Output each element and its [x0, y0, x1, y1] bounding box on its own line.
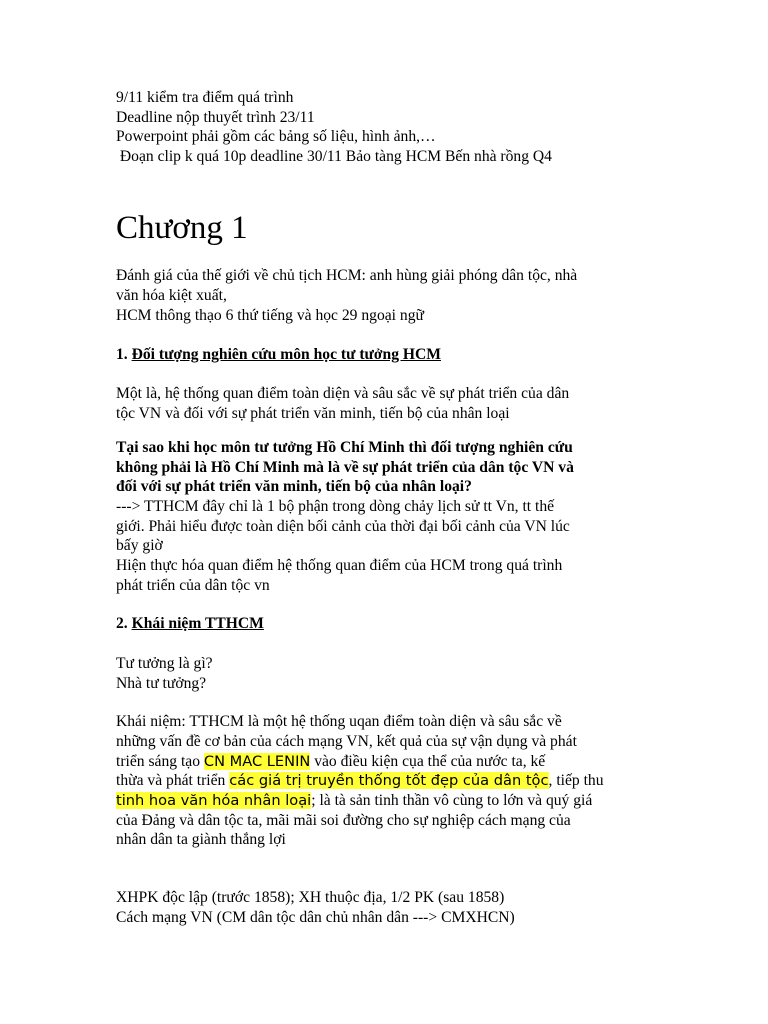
note-line: Deadline nộp thuyết trình 23/11 [116, 109, 315, 126]
text-run: ; là tà sản tinh thần vô cùng to lớn và quý giá [311, 792, 593, 809]
intro-line: văn hóa kiệt xuất, [116, 287, 227, 304]
definition-line: của Đảng và dân tộc ta, mãi mãi soi đường cho sự nghiệp cách mạng của [116, 812, 571, 829]
history-line: XHPK độc lập (trước 1858); XH thuộc địa, 1/2 PK (sau 1858) [116, 889, 505, 906]
note-line: 9/11 kiểm tra điểm quá trình [116, 89, 294, 106]
text-run: vào điều kiện cụa thể của nước ta, kế [310, 753, 546, 770]
highlighted-text: CN MAC LENIN [203, 753, 311, 770]
definition-line: nhân dân ta giành thắng lợi [116, 831, 286, 848]
paragraph-line: Một là, hệ thống quan điểm toàn diện và sâu sắc về sự phát triển của dân [116, 385, 570, 402]
note-line: Powerpoint phải gồm các bảng số liệu, hình ảnh,… [116, 128, 436, 145]
answer-line: giới. Phải hiểu được toàn diện bối cảnh của thời đại bối cảnh của VN lúc [116, 518, 570, 535]
note-line: Đoạn clip k quá 10p deadline 30/11 Bảo tàng HCM Bến nhà rồng Q4 [116, 148, 552, 165]
text-run: , tiếp thu [548, 772, 604, 789]
answer-line: bấy giờ [116, 537, 163, 554]
paragraph-line: tộc VN và đối với sự phát triển văn minh, tiến bộ của nhân loại [116, 405, 510, 422]
question-line: Tư tưởng là gì? [116, 655, 213, 672]
section-heading [116, 614, 264, 634]
definition-line [116, 791, 592, 811]
section-title: Đối tượng nghiên cứu môn học tư tưởng HCM [131, 346, 442, 363]
definition-line: những vấn đề cơ bản của cách mạng VN, kết quả của sự vận dụng và phát [116, 733, 577, 750]
intro-line: HCM thông thạo 6 thứ tiếng và học 29 ngoại ngữ [116, 307, 424, 324]
definition-line [116, 752, 545, 772]
text-run: triển sáng tạo [116, 753, 204, 770]
highlighted-text: các giá trị truyền thống tốt đẹp của dân tộc [229, 772, 549, 789]
section-heading [116, 345, 441, 365]
section-number: 1. [116, 346, 132, 363]
section-number: 2. [116, 615, 132, 632]
intro-line: Đánh giá của thế giới về chủ tịch HCM: anh hùng giải phóng dân tộc, nhà [116, 267, 578, 284]
definition-line: Khái niệm: TTHCM là một hệ thống uqan điểm toàn diện và sâu sắc về [116, 713, 562, 730]
highlighted-text: tinh hoa văn hóa nhân loại [116, 792, 312, 809]
definition-line [116, 771, 604, 791]
question-line: đối với sự phát triển văn minh, tiến bộ của nhân loại? [116, 478, 472, 495]
answer-line: ---> TTHCM đây chỉ là 1 bộ phận trong dòng chảy lịch sử tt Vn, tt thế [116, 498, 555, 515]
answer-line: phát triển của dân tộc vn [116, 577, 270, 594]
question-line: không phải là Hồ Chí Minh mà là về sự phát triển của dân tộc VN và [116, 459, 574, 476]
question-line: Tại sao khi học môn tư tưởng Hồ Chí Minh thì đối tượng nghiên cứu [116, 439, 573, 456]
history-line: Cách mạng VN (CM dân tộc dân chủ nhân dân ---> CMXHCN) [116, 909, 515, 926]
question-line: Nhà tư tưởng? [116, 675, 207, 692]
text-run: thừa và phát triển [116, 772, 230, 789]
section-title: Khái niệm TTHCM [131, 615, 264, 632]
chapter-title: Chương 1 [116, 210, 248, 246]
answer-line: Hiện thực hóa quan điểm hệ thống quan điểm của HCM trong quá trình [116, 557, 563, 574]
